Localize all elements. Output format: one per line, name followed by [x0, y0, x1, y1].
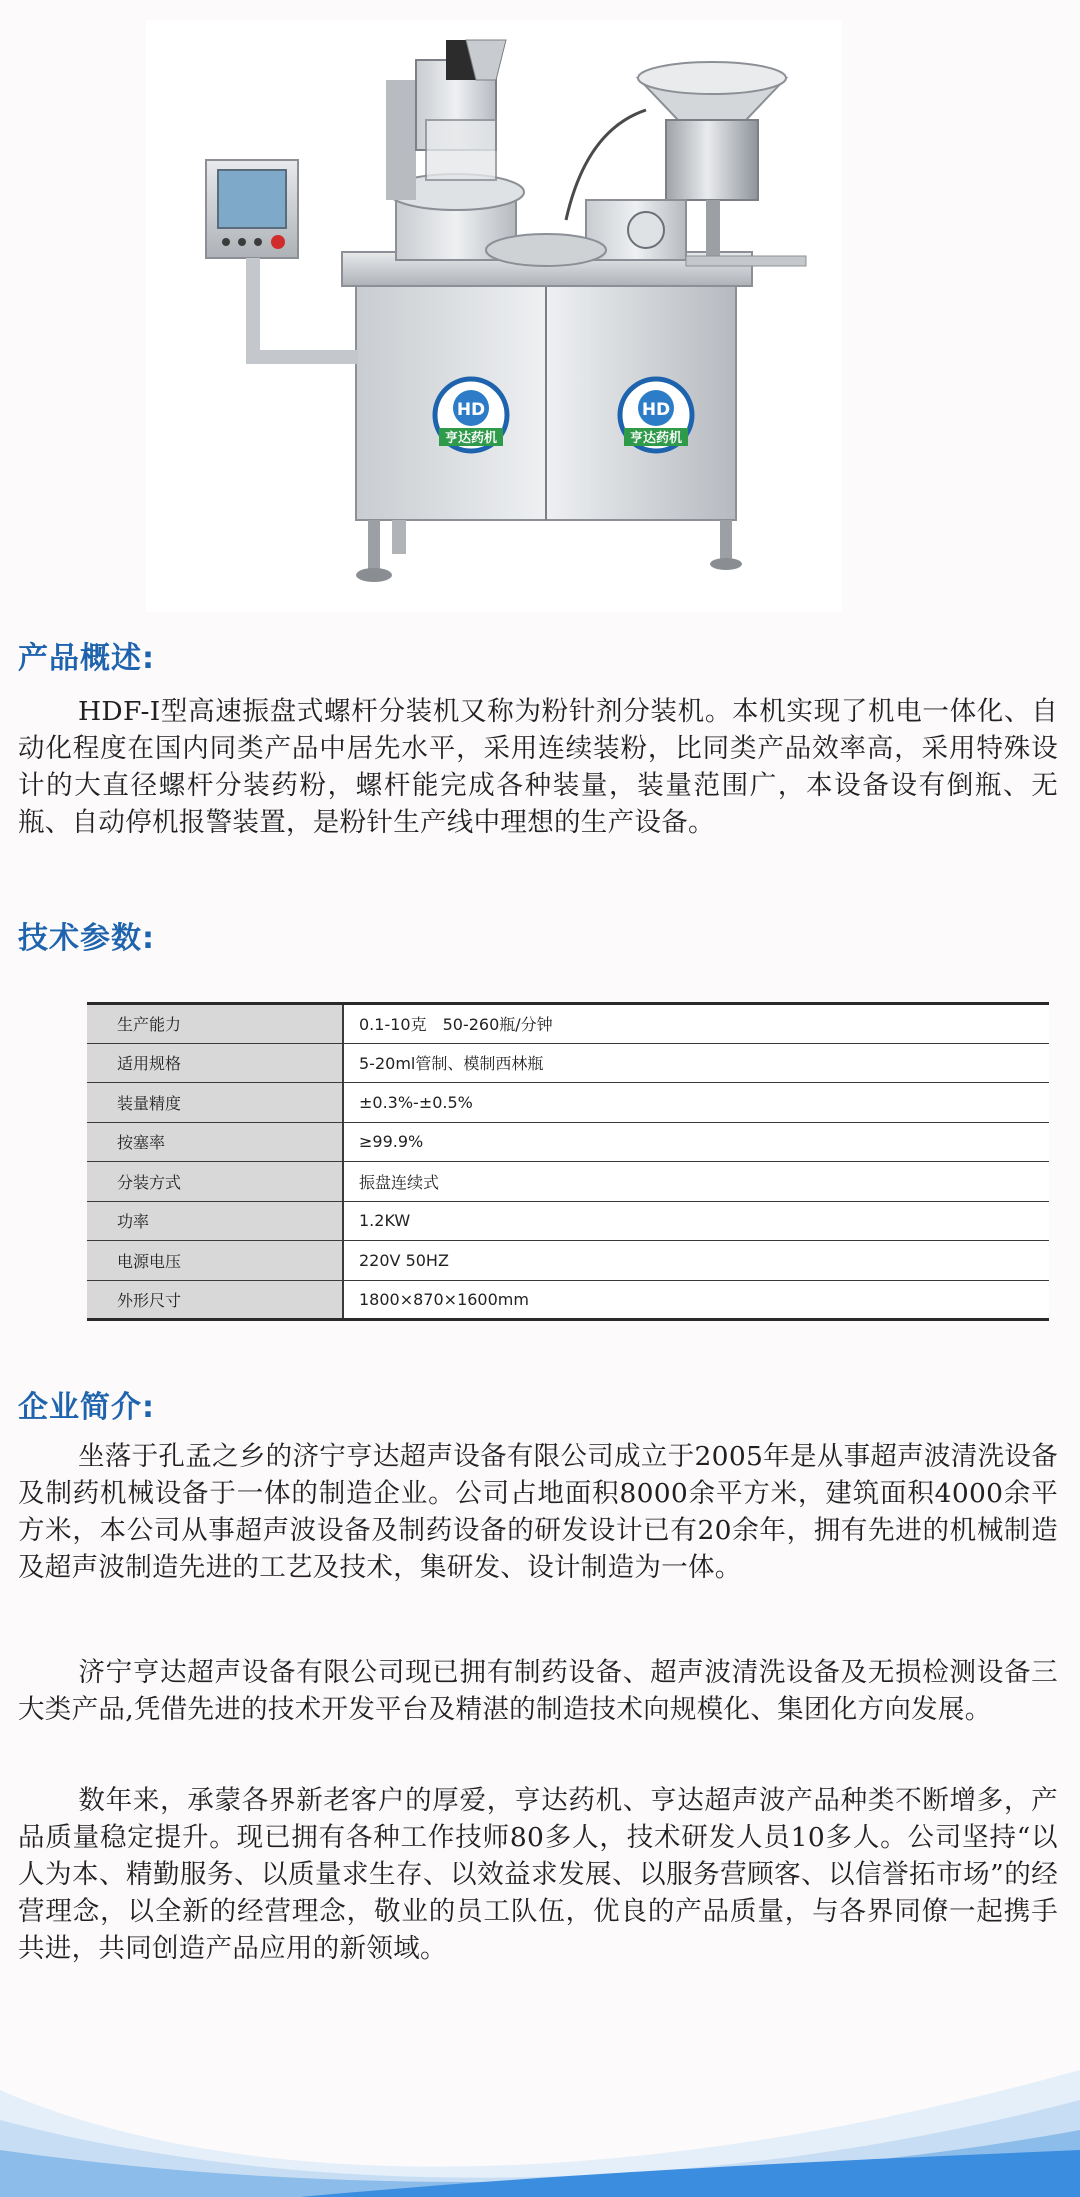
filling-machine-illustration: [146, 20, 842, 612]
table-row: 电源电压 220V 50HZ: [87, 1241, 1049, 1281]
spec-table: [87, 1002, 1049, 1321]
overview-heading: 产品概述:: [18, 641, 155, 676]
svg-text:HD: HD: [641, 400, 671, 420]
svg-text:亨达药机: 亨达药机: [444, 431, 498, 446]
table-row: 功率 1.2KW: [87, 1201, 1049, 1241]
company-paragraph-2: 济宁亨达超声设备有限公司现已拥有制药设备、超声波清洗设备及无损检测设备三大类产品,凭借先进的技术开发平台及精湛的制造技术向规模化、集团化方向发展。: [18, 1657, 1058, 1725]
table-row: 外形尺寸 1800×870×1600mm: [87, 1280, 1049, 1320]
company-heading: 企业简介:: [18, 1390, 155, 1425]
table-row: 适用规格 5-20ml管制、模制西林瓶: [87, 1043, 1049, 1083]
specs-heading: 技术参数:: [18, 921, 155, 956]
company-logo-left: [435, 379, 507, 451]
company-logo-right: [620, 379, 692, 451]
svg-text:亨达药机: 亨达药机: [629, 431, 683, 446]
table-row: 生产能力 0.1-10克 50-260瓶/分钟: [87, 1004, 1049, 1044]
decorative-wave: [0, 2050, 1080, 2197]
svg-text:HD: HD: [456, 400, 486, 420]
table-row: 按塞率 ≥99.9%: [87, 1122, 1049, 1162]
table-row: 分装方式 振盘连续式: [87, 1162, 1049, 1202]
product-image: [146, 20, 842, 612]
table-row: 装量精度 ±0.3%-±0.5%: [87, 1083, 1049, 1123]
overview-text: HDF-I型高速振盘式螺杆分装机又称为粉针剂分装机。本机实现了机电一体化、自动化程度在国内同类产品中居先水平，采用连续装粉，比同类产品效率高，采用特殊设计的大直径螺杆分装药粉，螺杆能完成各种装量，装量范围广，本设备设有倒瓶、无瓶、自动停机报警装置，是粉针生产线中理想的生产设备。: [18, 696, 1058, 838]
company-paragraph-3: 数年来，承蒙各界新老客户的厚爱，亨达药机、亨达超声波产品种类不断增多，产品质量稳定提升。现已拥有各种工作技师80多人，技术研发人员10多人。公司坚持“以人为本、精勤服务、以质量求生存、以效益求发展、以服务营顾客、以信誉拓市场”的经营理念，以全新的经营理念，敬业的员工队伍，优良的产品质量，与各界同僚一起携手共进，共同创造产品应用的新领域。: [18, 1785, 1058, 1964]
company-paragraph-1: 坐落于孔孟之乡的济宁亨达超声设备有限公司成立于2005年是从事超声波清洗设备及制药机械设备于一体的制造企业。公司占地面积8000余平方米，建筑面积4000余平方米，本公司从事超声波设备及制药设备的研发设计已有20余年，拥有先进的机械制造及超声波制造先进的工艺及技术，集研发、设计制造为一体。: [18, 1441, 1058, 1583]
